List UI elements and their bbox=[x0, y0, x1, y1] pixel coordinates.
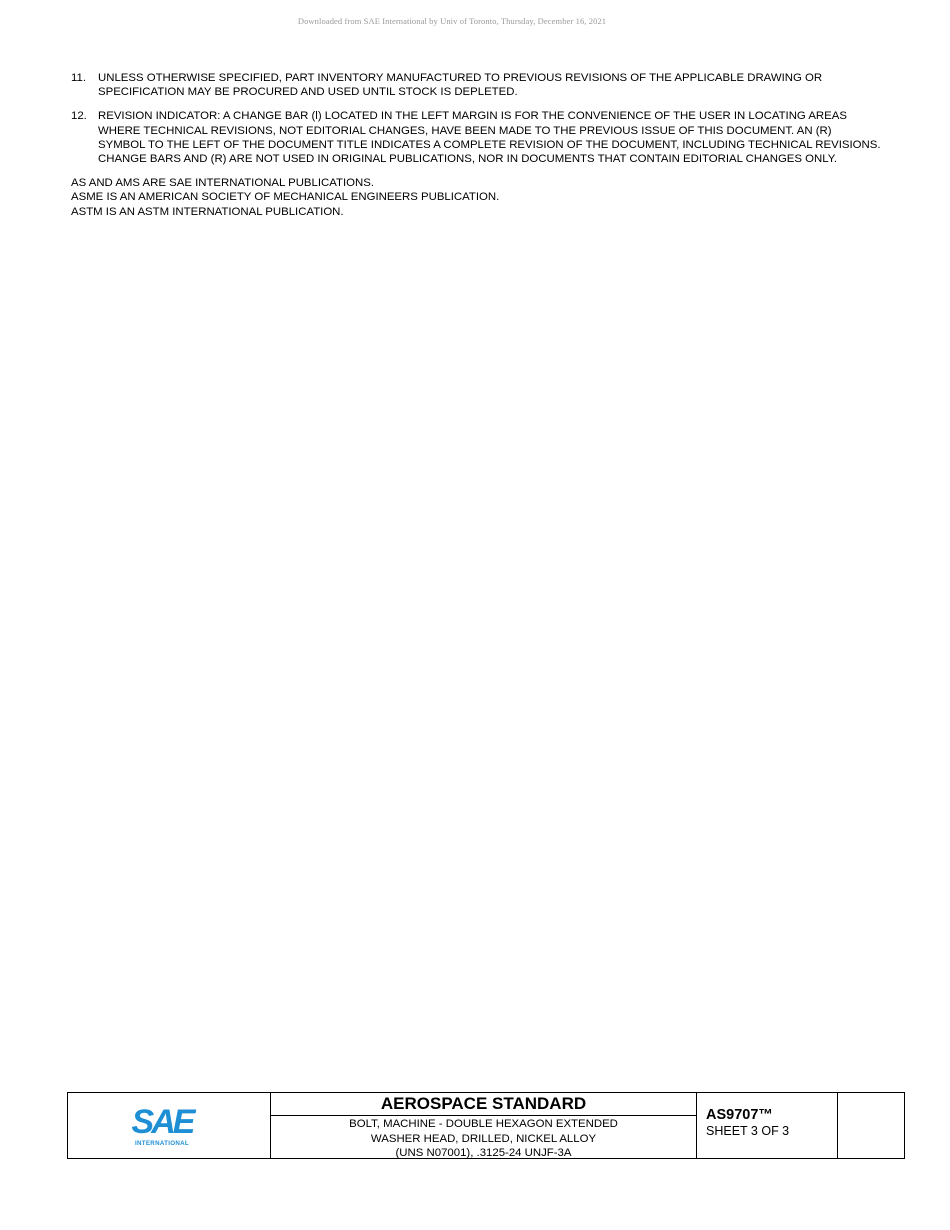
description-line: WASHER HEAD, DRILLED, NICKEL ALLOY bbox=[370, 1132, 597, 1145]
title-cell bbox=[271, 1093, 697, 1158]
download-banner: Downloaded from SAE International by Univ of Toronto, Thursday, December 16, 2021 bbox=[297, 16, 607, 26]
logo-mark: SAE bbox=[131, 1103, 193, 1141]
part-description bbox=[271, 1116, 696, 1161]
description-line: BOLT, MACHINE - DOUBLE HEXAGON EXTENDED bbox=[349, 1118, 618, 1130]
note-item bbox=[71, 109, 881, 166]
document-number-cell bbox=[697, 1093, 838, 1158]
notes-section bbox=[71, 71, 881, 219]
sheet-number: SHEET 3 OF 3 bbox=[706, 1124, 790, 1138]
note-text: UNLESS OTHERWISE SPECIFIED, PART INVENTORY MANUFACTURED TO PREVIOUS REVISIONS OF THE APPLICABLE DRAWING OR SPECIFICATION MAY BE PROCURED AND USED UNTIL STOCK IS DEPLETED. bbox=[98, 72, 823, 99]
publication-references bbox=[71, 176, 881, 219]
sae-logo-icon bbox=[129, 1104, 209, 1148]
note-text: REVISION INDICATOR: A CHANGE BAR (l) LOCATED IN THE LEFT MARGIN IS FOR THE CONVENIENCE OF THE USER IN LOCATING AREAS WHERE TECHNICAL REVISIONS, NOT EDITORIAL CHANGES, HAVE BEEN MADE TO THE PREVIOUS ISSUE OF THIS DOCUMENT. AN (R) SYMBOL TO THE LEFT OF THE DOCUMENT TITLE INDICATES A COMPLETE REVISION OF THE DOCUMENT, INCLUDING TECHNICAL REVISIONS. CHANGE BARS AND (R) ARE NOT USED IN ORIGINAL PUBLICATIONS, NOR IN DOCUMENTS THAT CONTAIN EDITORIAL CHANGES ONLY. bbox=[98, 110, 881, 166]
logo-subtext: INTERNATIONAL bbox=[135, 1139, 189, 1147]
title-block bbox=[67, 1092, 905, 1159]
reference-line: ASME IS AN AMERICAN SOCIETY OF MECHANICAL ENGINEERS PUBLICATION. bbox=[71, 191, 500, 204]
note-number: 12. bbox=[71, 110, 87, 123]
sae-logo bbox=[68, 1093, 271, 1158]
document-heading: AEROSPACE STANDARD bbox=[271, 1093, 696, 1116]
blank-cell bbox=[838, 1093, 904, 1158]
note-number: 11. bbox=[71, 72, 86, 84]
description-line: (UNS N07001), .3125-24 UNJF-3A bbox=[395, 1147, 572, 1159]
document-number: AS9707™ bbox=[706, 1107, 773, 1123]
reference-line: ASTM IS AN ASTM INTERNATIONAL PUBLICATION. bbox=[71, 205, 344, 218]
reference-line: AS AND AMS ARE SAE INTERNATIONAL PUBLICATIONS. bbox=[71, 177, 374, 190]
note-item bbox=[71, 71, 881, 99]
